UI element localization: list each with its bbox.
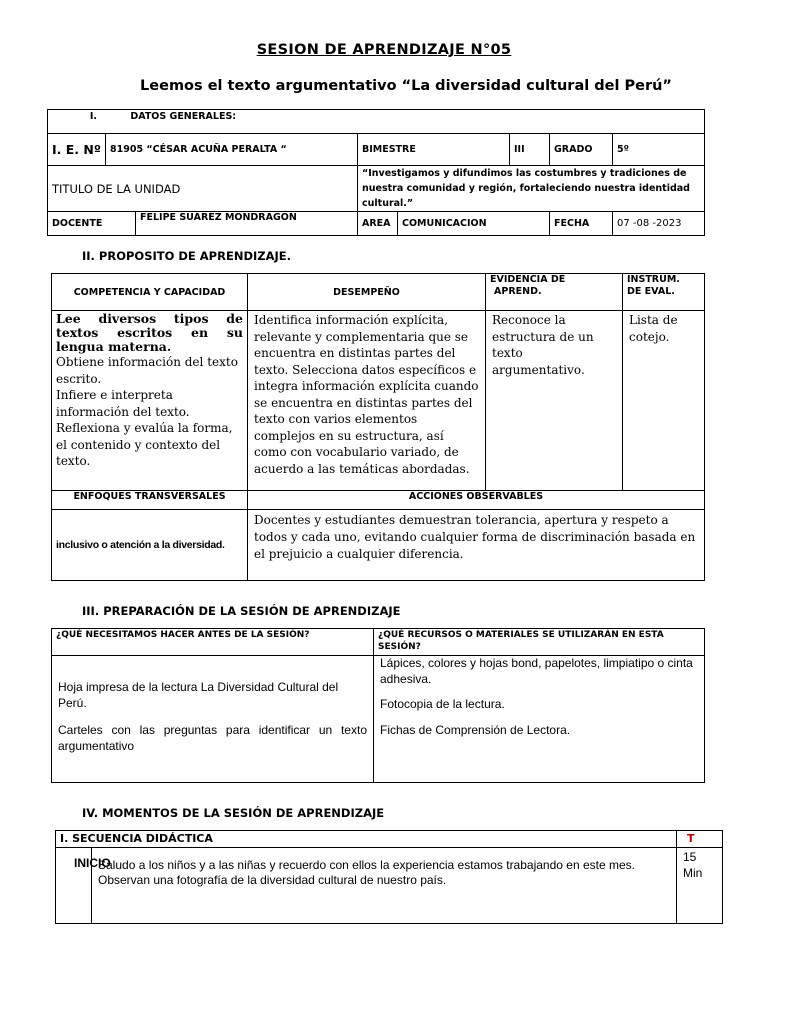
ie-label: I. E. Nº <box>48 134 106 166</box>
fecha-label: FECHA <box>550 212 613 236</box>
capacidad-2: Infiere e interpreta información del texto. <box>56 388 190 419</box>
antes-item: Carteles con las preguntas para identificar un texto argumentativo <box>58 723 367 753</box>
desempeno-text: Identifica información explícita, relevante y complementaria que se encuentra en distintas partes del texto. Selecciona datos específicos e integra información explícita cuando se encuentra en distintas partes del texto con varios elementos complejos en su estructura, así como con vocabulario variado, de acuerdo a las temáticas abordadas. <box>248 311 486 491</box>
page-subtitle: Leemos el texto argumentativo “La diversidad cultural del Perú” <box>140 78 672 94</box>
section-heading: DATOS GENERALES: <box>130 111 237 122</box>
tiempo-header: T <box>677 831 723 848</box>
secuencia-label: I. SECUENCIA DIDÁCTICA <box>56 831 677 848</box>
col-instrumento-line1: INSTRUM. <box>627 274 680 285</box>
tiempo-cell <box>677 848 723 924</box>
antes-item: Hoja impresa de la lectura La Diversidad Cultural del Perú. <box>58 680 339 710</box>
inicio-line: Observan una fotografía de la diversidad cultural de nuestro país. <box>98 872 447 887</box>
inicio-cell <box>74 848 677 924</box>
col-competencia: COMPETENCIA Y CAPACIDAD <box>52 274 248 311</box>
enfoques-label: ENFOQUES TRANSVERSALES <box>52 491 248 510</box>
preparacion-heading: III. PREPARACIÓN DE LA SESIÓN DE APRENDIZAJE <box>82 604 401 618</box>
momentos-table <box>55 830 723 924</box>
preparacion-table <box>51 628 705 783</box>
recurso-item: Lápices, colores y hojas bond, papelotes, limpiatipo o cinta adhesiva. <box>380 656 693 686</box>
recursos-cell <box>374 656 705 783</box>
col-evidencia-line1: EVIDENCIA DE <box>490 274 566 285</box>
area-label: AREA <box>358 212 398 236</box>
bimestre-label: BIMESTRE <box>358 134 510 166</box>
competencia-cell <box>52 311 248 491</box>
unidad-value: “Investigamos y difundimos las costumbres y tradiciones de nuestra comunidad y región, fortaleciendo nuestra identidad cultural.” <box>358 166 705 212</box>
general-data-table <box>47 109 705 236</box>
col-recursos: ¿QUÉ RECURSOS O MATERIALES SE UTILIZARÁN EN ESTA SESIÓN? <box>374 629 705 656</box>
col-evidencia-line2: APREND. <box>494 286 542 297</box>
section-number: I. <box>89 111 97 122</box>
recurso-item: Fotocopia de la lectura. <box>380 697 505 711</box>
momentos-heading: IV. MOMENTOS DE LA SESIÓN DE APRENDIZAJE <box>82 806 385 820</box>
antes-cell <box>52 656 374 783</box>
enfoque-text: inclusivo o atención a la diversidad. <box>52 510 248 581</box>
docente-label: DOCENTE <box>48 212 136 236</box>
tiempo-unit: Min <box>683 866 703 880</box>
grado-label: GRADO <box>550 134 613 166</box>
col-desempeno: DESEMPEÑO <box>248 274 486 311</box>
acciones-label: ACCIONES OBSERVABLES <box>248 491 705 510</box>
proposito-table <box>51 273 705 581</box>
evidencia-text: Reconoce la estructura de un texto argumentativo. <box>486 311 623 491</box>
instrumento-text: Lista de cotejo. <box>623 311 705 491</box>
col-antes: ¿QUÉ NECESITAMOS HACER ANTES DE LA SESIÓN? <box>52 629 374 656</box>
acciones-text: Docentes y estudiantes demuestran tolerancia, apertura y respeto a todos y cada uno, evitando cualquier forma de discriminación basada en el prejuicio a cualquier diferencia. <box>248 510 705 581</box>
proposito-heading: II. PROPOSITO DE APRENDIZAJE. <box>82 249 292 263</box>
bimestre-value: III <box>510 134 550 166</box>
tiempo-value: 15 <box>683 850 697 864</box>
col-evidencia <box>486 274 623 311</box>
inicio-line: Saludo a los niños y a las niñas y recuerdo con ellos la experiencia estamos trabajando en este mes. <box>98 858 635 872</box>
competencia-text: Lee diversos tipos de textos escritos en su lengua materna. <box>56 311 243 354</box>
page-title: SESION DE APRENDIZAJE N°05 <box>256 42 512 58</box>
area-value: COMUNICACION <box>398 212 550 236</box>
ie-value: 81905 “CÉSAR ACUÑA PERALTA “ <box>106 134 358 166</box>
col-instrumento <box>623 274 705 311</box>
fecha-value: 07 -08 -2023 <box>613 212 705 236</box>
unidad-label: TITULO DE LA UNIDAD <box>48 166 358 212</box>
col-instrumento-line2: DE EVAL. <box>627 286 675 297</box>
capacidad-3: Reflexiona y evalúa la forma, el contenido y contexto del texto. <box>56 421 233 468</box>
inicio-label: INICIO <box>74 856 111 870</box>
recurso-item: Fichas de Comprensión de Lectora. <box>380 722 571 737</box>
docente-value: FELIPE SUÁREZ MONDRAGÓN <box>136 212 358 236</box>
grado-value: 5º <box>613 134 705 166</box>
capacidad-1: Obtiene información del texto escrito. <box>56 355 238 386</box>
